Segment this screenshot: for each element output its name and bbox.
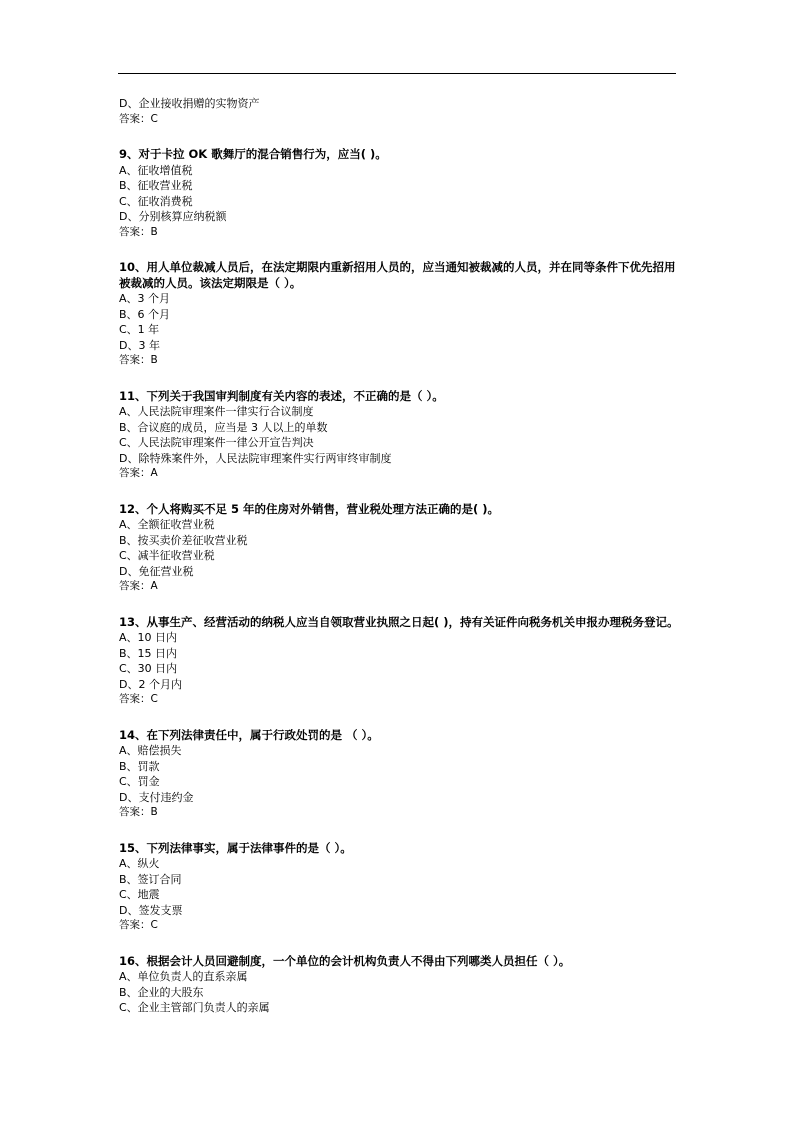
question-text: 12、个人将购买不足 5 年的住房对外销售，营业税处理方法正确的是( )。 xyxy=(119,501,500,516)
answer: 答案：C xyxy=(119,919,158,931)
answer: 答案：B xyxy=(119,225,158,238)
option-d: D、2 个月内 xyxy=(119,677,182,691)
question-text: 15、下列法律事实，属于法律事件的是（ ）。 xyxy=(119,840,352,855)
answer: 答案：C xyxy=(119,693,158,705)
answer: 答案：B xyxy=(119,806,158,818)
option-a: A、3 个月 xyxy=(119,292,171,305)
answer: 答案：C xyxy=(119,112,158,125)
option-b: B、15 日内 xyxy=(119,646,178,660)
question-block-9 xyxy=(119,147,679,240)
question-block-16 xyxy=(119,954,679,1016)
question-block-8-tail xyxy=(119,96,679,127)
question-block-12 xyxy=(119,502,679,595)
option-a: A、单位负责人的直系亲属 xyxy=(119,970,248,983)
option-d: D、企业接收捐赠的实物资产 xyxy=(119,97,260,110)
question-block-14 xyxy=(119,728,679,821)
option-a: A、征收增值税 xyxy=(119,163,193,177)
option-d: D、支付违约金 xyxy=(119,790,194,804)
option-b: B、按买卖价差征收营业税 xyxy=(119,533,248,547)
option-d: D、免征营业税 xyxy=(119,564,194,578)
option-a: A、人民法院审理案件一律实行合议制度 xyxy=(119,405,314,418)
question-text: 14、在下列法律责任中，属于行政处罚的是 （ ）。 xyxy=(119,727,379,742)
document-body xyxy=(119,96,679,1016)
option-b: B、合议庭的成员，应当是 3 人以上的单数 xyxy=(119,420,328,434)
question-text: 11、下列关于我国审判制度有关内容的表述，不正确的是（ ）。 xyxy=(119,388,444,403)
option-d: D、3 年 xyxy=(119,338,160,352)
question-text: 9、对于卡拉 OK 歌舞厅的混合销售行为，应当( )。 xyxy=(119,147,387,161)
option-d: D、分别核算应纳税额 xyxy=(119,210,227,223)
option-c: C、30 日内 xyxy=(119,662,178,675)
option-c: C、企业主管部门负责人的亲属 xyxy=(119,1001,270,1014)
option-b: B、企业的大股东 xyxy=(119,985,204,999)
option-b: B、罚款 xyxy=(119,759,160,773)
option-b: B、签订合同 xyxy=(119,872,182,886)
question-text: 16、根据会计人员回避制度，一个单位的会计机构负责人不得由下列哪类人员担任（ ）。 xyxy=(119,953,571,968)
question-text: 10、用人单位裁减人员后，在法定期限内重新招用人员的，应当通知被裁减的人员，并在同等条件下优先招用被裁减的人员。该法定期限是（ ）。 xyxy=(119,260,676,290)
option-c: C、减半征收营业税 xyxy=(119,549,215,562)
option-a: A、赔偿损失 xyxy=(119,744,182,757)
option-c: C、1 年 xyxy=(119,323,160,336)
question-block-13 xyxy=(119,615,679,708)
option-a: A、纵火 xyxy=(119,857,160,870)
question-block-11 xyxy=(119,389,679,482)
answer: 答案：A xyxy=(119,580,158,592)
option-c: C、罚金 xyxy=(119,775,160,788)
option-d: D、签发支票 xyxy=(119,903,183,917)
option-c: C、征收消费税 xyxy=(119,194,193,208)
header-rule xyxy=(118,73,676,74)
question-block-10 xyxy=(119,260,679,369)
option-a: A、全额征收营业税 xyxy=(119,518,215,531)
option-b: B、征收营业税 xyxy=(119,179,193,192)
question-text: 13、从事生产、经营活动的纳税人应当自领取营业执照之日起( )，持有关证件向税务机关申报办理税务登记。 xyxy=(119,614,679,629)
answer: 答案：B xyxy=(119,354,158,366)
option-c: C、人民法院审理案件一律公开宣告判决 xyxy=(119,436,314,449)
option-a: A、10 日内 xyxy=(119,631,178,644)
option-d: D、除特殊案件外，人民法院审理案件实行两审终审制度 xyxy=(119,451,392,465)
option-b: B、6 个月 xyxy=(119,307,171,321)
question-block-15 xyxy=(119,841,679,934)
answer: 答案：A xyxy=(119,467,158,479)
option-c: C、地震 xyxy=(119,888,160,901)
